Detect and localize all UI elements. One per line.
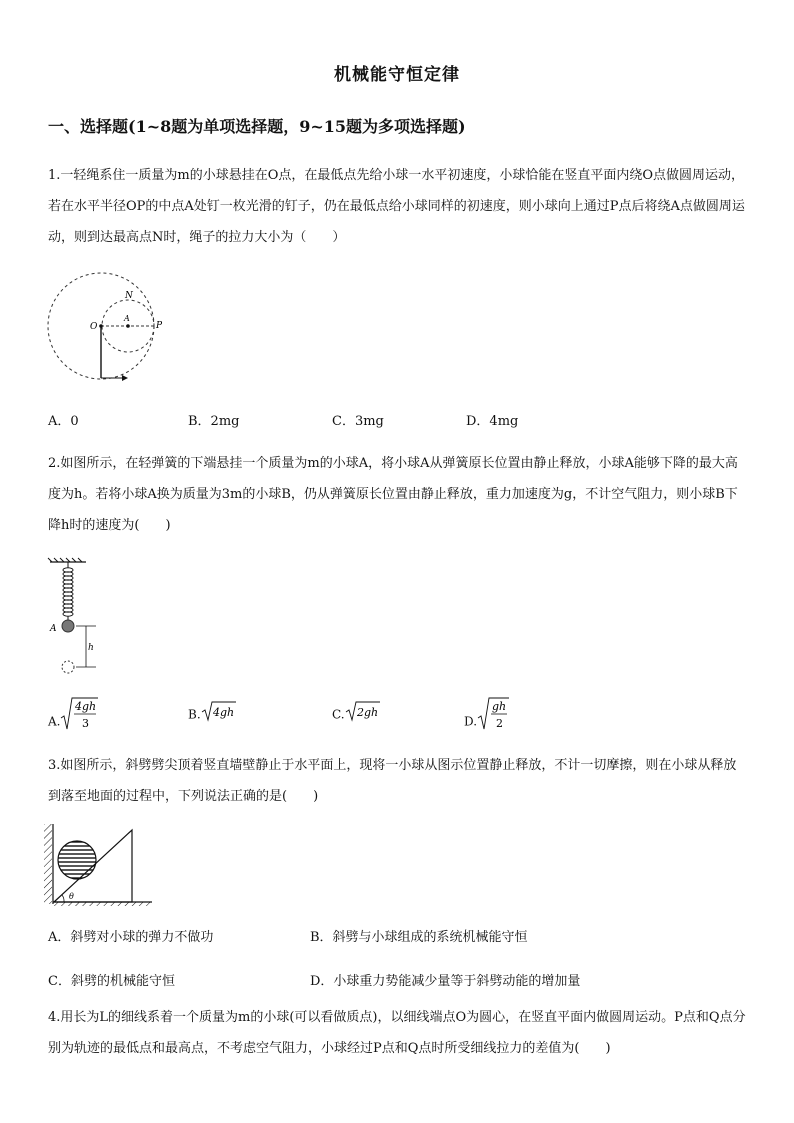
q1-circle-figure — [40, 276, 170, 386]
label-p: P — [156, 321, 163, 331]
label-h: h — [88, 643, 94, 653]
svg-text:4gh: 4gh — [75, 700, 97, 713]
q2-option-a[interactable]: A. 4gh 3 — [48, 704, 100, 740]
q1-option-c[interactable]: C．3mg — [332, 414, 384, 429]
label-o: O — [90, 322, 98, 332]
q2-option-b[interactable]: B. 4gh — [188, 704, 237, 726]
q2-option-d[interactable]: D. gh 2 — [464, 704, 511, 740]
svg-text:gh: gh — [492, 700, 507, 713]
label-ball-a: A — [50, 624, 57, 634]
sqrt-icon — [201, 700, 237, 722]
sqrt-frac-icon — [477, 696, 511, 732]
question-3-text: 3.如图所示，斜劈劈尖顶着竖直墙壁静止于水平面上，现将一小球从图示位置静止释放，不计一切摩擦，则在小球从释放到落至地面的过程中，下列说法正确的是( ) — [48, 758, 737, 804]
q2-spring-figure — [46, 558, 106, 676]
q3-option-b[interactable]: B．斜劈与小球组成的系统机械能守恒 — [310, 930, 528, 945]
q1-option-d[interactable]: D．4mg — [466, 414, 519, 429]
q3-option-c[interactable]: C．斜劈的机械能守恒 — [48, 974, 175, 989]
page-title: 机械能守恒定律 — [334, 65, 460, 85]
question-2-text: 2.如图所示，在轻弹簧的下端悬挂一个质量为m的小球A，将小球A从弹簧原长位置由静止释放，小球A能够下降的最大高度为h。若将小球A换为质量为3m的小球B，仍从弹簧原长位置由静止释放，重力加速度为g，不计空气阻力，则小球B下降h时的速度为( ) — [48, 456, 738, 533]
label-n: N — [125, 291, 133, 301]
svg-text:4gh: 4gh — [212, 706, 234, 719]
q3-option-a[interactable]: A．斜劈对小球的弹力不做功 — [48, 930, 214, 945]
label-theta: θ — [69, 892, 74, 901]
section-heading: 一、选择题(1~8题为单项选择题，9~15题为多项选择题) — [48, 117, 466, 136]
question-4-text: 4.用长为L的细线系着一个质量为m的小球(可以看做质点)，以细线端点O为圆心，在竖直平面内做圆周运动。P点和Q点分别为轨迹的最低点和最高点，不考虑空气阻力，小球经过P点和Q点时所受细线拉力的差值为( ) — [48, 1010, 746, 1056]
q3-wedge-figure — [44, 824, 154, 906]
svg-text:2gh: 2gh — [356, 706, 378, 719]
svg-text:3: 3 — [82, 717, 90, 730]
q3-option-d[interactable]: D．小球重力势能减少量等于斜劈动能的增加量 — [310, 974, 581, 989]
label-a: A — [124, 314, 130, 323]
q1-option-a[interactable]: A．0 — [48, 414, 79, 429]
sqrt-icon — [345, 700, 381, 722]
question-1-text: 1.一轻绳系住一质量为m的小球悬挂在O点，在最低点先给小球一水平初速度，小球恰能在竖直平面内绕O点做圆周运动，若在水平半径OP的中点A处钉一枚光滑的钉子，仍在最低点给小球同样的初速度，则小球向上通过P点后将绕A点做圆周运动，则到达最高点N时，绳子的拉力大小为（ ） — [48, 168, 745, 245]
q2-option-c[interactable]: C. 2gh — [332, 704, 381, 726]
q1-option-b[interactable]: B．2mg — [188, 414, 240, 429]
sqrt-frac-icon — [60, 696, 100, 732]
svg-text:2: 2 — [496, 717, 504, 730]
